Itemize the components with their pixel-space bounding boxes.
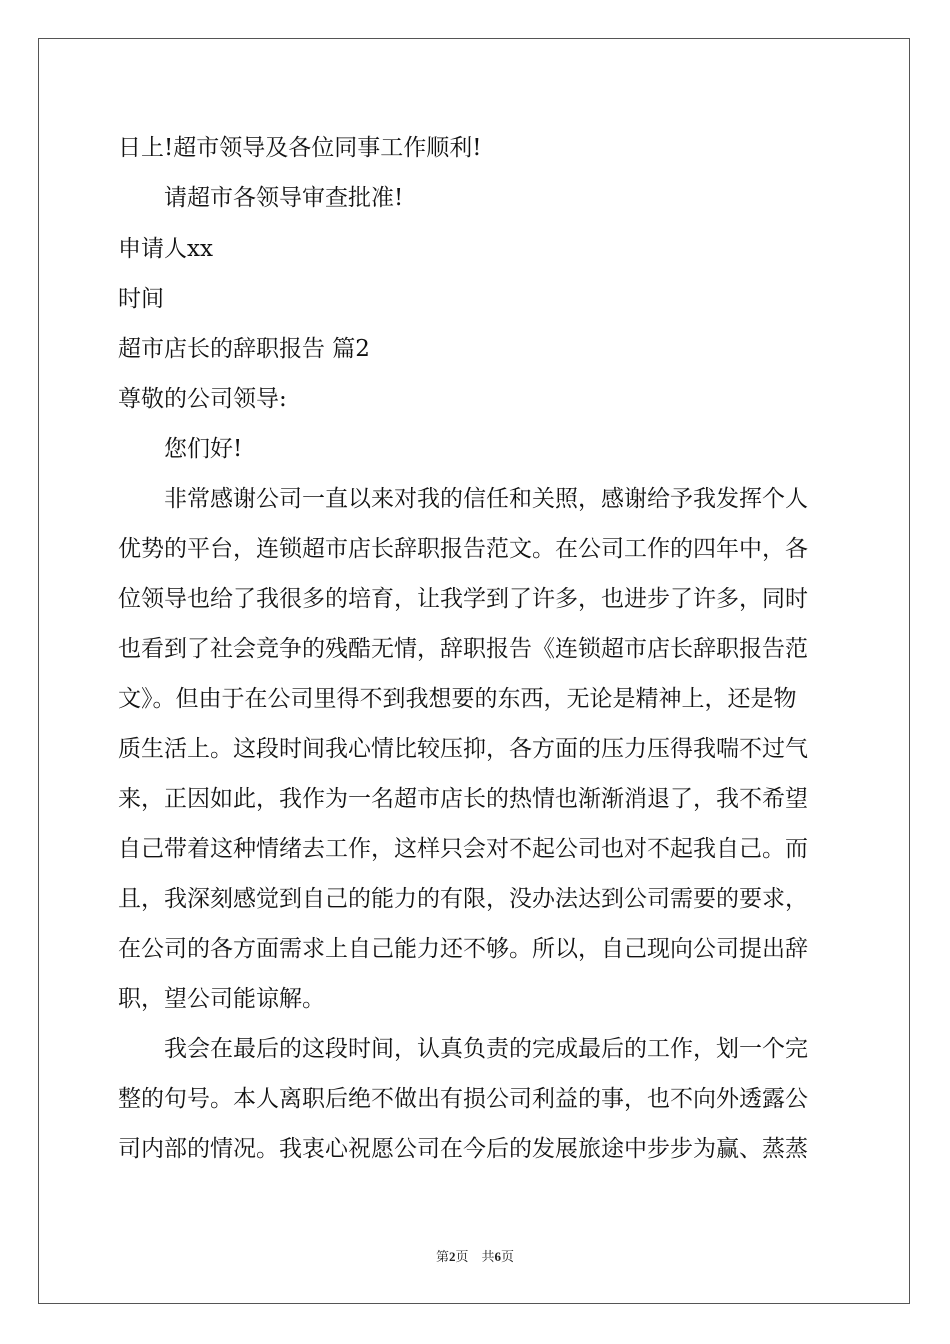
greeting: 您们好! [164, 436, 243, 462]
text-line: 质生活上。这段时间我心情比较压抑，各方面的压力压得我喘不过气 [118, 736, 808, 762]
text-line: 日上!超市领导及各位同事工作顺利! [118, 135, 482, 161]
text-line: 来，正因如此，我作为一名超市店长的热情也渐渐消退了，我不希望 [118, 786, 808, 812]
page-suffix: 页 [501, 1249, 515, 1264]
text-line: 且，我深刻感觉到自己的能力的有限，没办法达到公司需要的要求， [118, 886, 808, 912]
text-line: 自己带着这种情绪去工作，这样只会对不起公司也对不起我自己。而 [118, 836, 808, 862]
text-line: 请超市各领导审查批准! [164, 185, 404, 211]
text-line: 优势的平台，连锁超市店长辞职报告范文。在公司工作的四年中，各 [118, 536, 808, 562]
date-line: 时间 [118, 286, 164, 312]
text-line: 职，望公司能谅解。 [118, 986, 325, 1012]
salutation: 尊敬的公司领导: [118, 386, 287, 412]
section-heading: 超市店长的辞职报告 篇2 [118, 336, 370, 362]
page-mid: 页 共 [455, 1249, 495, 1264]
page-footer [0, 1246, 950, 1265]
page-border [38, 38, 910, 1304]
text-line: 也看到了社会竞争的残酷无情，辞职报告《连锁超市店长辞职报告范 [118, 636, 808, 662]
page-current: 2 [448, 1249, 456, 1264]
text-line: 位领导也给了我很多的培育，让我学到了许多，也进步了许多，同时 [118, 586, 808, 612]
page-total: 6 [494, 1249, 501, 1264]
text-line: 整的句号。本人离职后绝不做出有损公司利益的事，也不向外透露公 [118, 1086, 808, 1112]
text-line: 非常感谢公司一直以来对我的信任和关照，感谢给予我发挥个人 [164, 486, 808, 512]
text-line: 在公司的各方面需求上自己能力还不够。所以，自己现向公司提出辞 [118, 936, 808, 962]
text-line: 我会在最后的这段时间，认真负责的完成最后的工作，划一个完 [164, 1036, 808, 1062]
signature-line: 申请人xx [118, 236, 213, 262]
page-prefix: 第 [435, 1249, 449, 1264]
text-line: 文》。但由于在公司里得不到我想要的东西，无论是精神上，还是物 [118, 686, 797, 712]
text-line: 司内部的情况。我衷心祝愿公司在今后的发展旅途中步步为赢、蒸蒸 [118, 1136, 808, 1162]
